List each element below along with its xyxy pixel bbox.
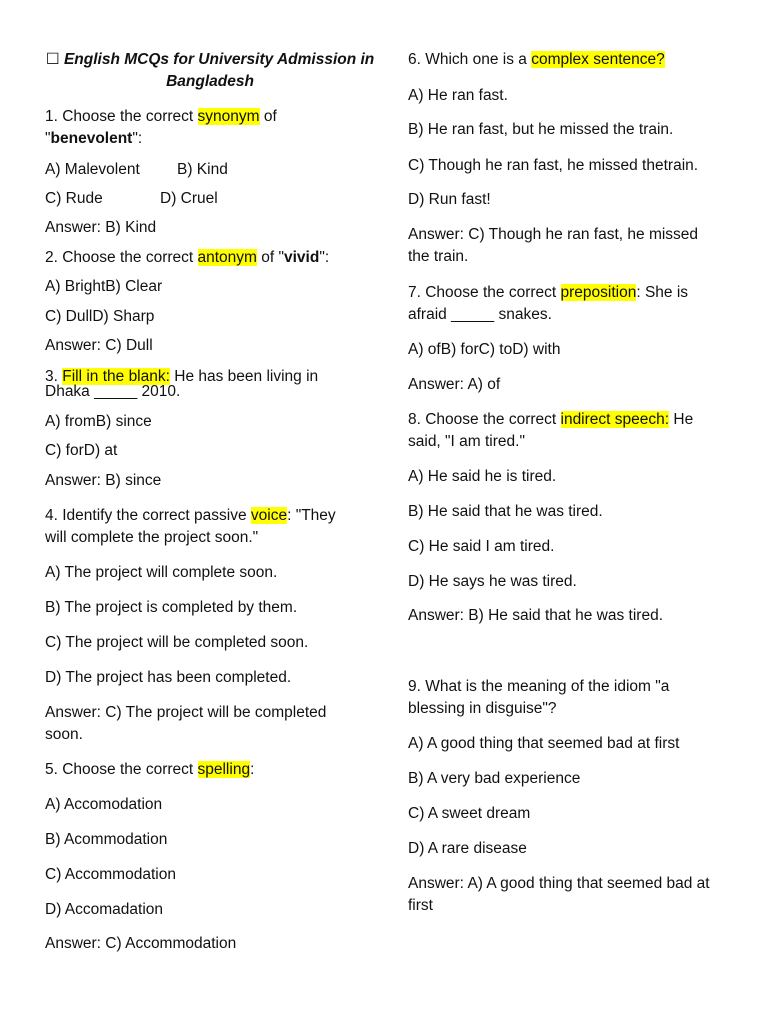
q5-option-a: A) Accomodation (45, 796, 163, 813)
q9-option-d: D) A rare disease (408, 840, 527, 857)
document-title (45, 49, 375, 93)
q2-highlight: antonym (197, 249, 257, 266)
q5-option-d: D) Accomadation (45, 901, 164, 918)
q6-option-d: D) Run fast! (408, 191, 491, 208)
q9-option-c: C) A sweet dream (408, 805, 531, 822)
q3-highlight: Fill in the blank: (62, 368, 170, 385)
q6-option-b: B) He ran fast, but he missed the train. (408, 121, 674, 138)
q2-options-row-1: A) BrightB) Clear (45, 278, 163, 295)
q4-question-line-2: will complete the project soon." (45, 529, 259, 546)
q8-option-b: B) He said that he was tired. (408, 503, 603, 520)
q4-answer: Answer: C) The project will be completed (45, 704, 327, 721)
q6-option-c: C) Though he ran fast, he missed thetrain. (408, 157, 699, 174)
q8-answer: Answer: B) He said that he was tired. (408, 607, 664, 624)
q6-question: 6. Which one is a complex sentence? (408, 51, 665, 68)
q4-question: 4. Identify the correct passive voice: "They (45, 507, 336, 524)
q5-option-b: B) Acommodation (45, 831, 168, 848)
q1-options-row-1 (45, 159, 375, 181)
q8-option-d: D) He says he was tired. (408, 573, 577, 590)
q7-answer: Answer: A) of (408, 376, 501, 393)
q1-answer: Answer: B) Kind (45, 219, 157, 236)
q5-answer: Answer: C) Accommodation (45, 935, 237, 952)
q9-option-a: A) A good thing that seemed bad at first (408, 735, 680, 752)
q9-option-b: B) A very bad experience (408, 770, 581, 787)
q2-keyword: vivid (284, 249, 320, 266)
title-line-1: English MCQs for University Admission in (63, 51, 375, 68)
q2-options-row-2: C) DullD) Sharp (45, 308, 155, 325)
q1-question-line-2: "benevolent": (45, 130, 143, 147)
q5-highlight: spelling (197, 761, 251, 778)
q6-answer: Answer: C) Though he ran fast, he missed (408, 226, 699, 243)
q9-answer: Answer: A) A good thing that seemed bad at (408, 875, 710, 892)
q5-option-c: C) Accommodation (45, 866, 176, 883)
q1-highlight: synonym (197, 108, 260, 125)
q4-option-c: C) The project will be completed soon. (45, 634, 309, 651)
q7-options: A) ofB) forC) toD) with (408, 341, 561, 358)
q3-options-row-2: C) forD) at (45, 442, 118, 459)
q8-question: 8. Choose the correct indirect speech: He (408, 411, 694, 428)
q4-option-a: A) The project will complete soon. (45, 564, 278, 581)
q2-answer: Answer: C) Dull (45, 337, 153, 354)
title-line-2: Bangladesh (166, 73, 254, 90)
q4-answer-line-2: soon. (45, 726, 83, 743)
q2-question: 2. Choose the correct antonym of "vivid": (45, 249, 330, 266)
q6-answer-line-2: the train. (408, 248, 469, 265)
q5-question: 5. Choose the correct spelling: (45, 761, 255, 778)
q6-highlight: complex sentence? (531, 51, 665, 68)
q1-keyword: benevolent (50, 130, 133, 147)
q9-question-line-2: blessing in disguise"? (408, 700, 557, 717)
q9-answer-line-2: first (408, 897, 433, 914)
q3-options-row-1: A) fromB) since (45, 413, 152, 430)
q3-answer: Answer: B) since (45, 472, 162, 489)
q3-question: 3. Fill in the blank: He has been living in (45, 368, 319, 385)
q1-question: 1. Choose the correct synonym of (45, 108, 277, 125)
title-glyph-icon: ☐ (45, 51, 60, 68)
q9-question: 9. What is the meaning of the idiom "a (408, 678, 670, 695)
q4-option-d: D) The project has been completed. (45, 669, 292, 686)
q7-highlight: preposition (560, 284, 637, 301)
q7-question-line-2: afraid _____ snakes. (408, 306, 552, 323)
q8-option-c: C) He said I am tired. (408, 538, 555, 555)
q8-option-a: A) He said he is tired. (408, 468, 557, 485)
q4-option-b: B) The project is completed by them. (45, 599, 298, 616)
q3-question-line-2: Dhaka _____ 2010. (45, 383, 181, 400)
q4-highlight: voice (250, 507, 288, 524)
q8-question-line-2: said, "I am tired." (408, 433, 525, 450)
q8-highlight: indirect speech: (560, 411, 670, 428)
q1-options-row-2 (45, 188, 375, 210)
q1-option-a: A) Malevolent (45, 161, 140, 178)
q1-option-d: D) Cruel (160, 190, 218, 207)
q1-option-c: C) Rude (45, 190, 103, 207)
q7-question: 7. Choose the correct preposition: She is (408, 284, 689, 301)
q6-option-a: A) He ran fast. (408, 87, 508, 104)
q1-option-b: B) Kind (177, 161, 228, 178)
